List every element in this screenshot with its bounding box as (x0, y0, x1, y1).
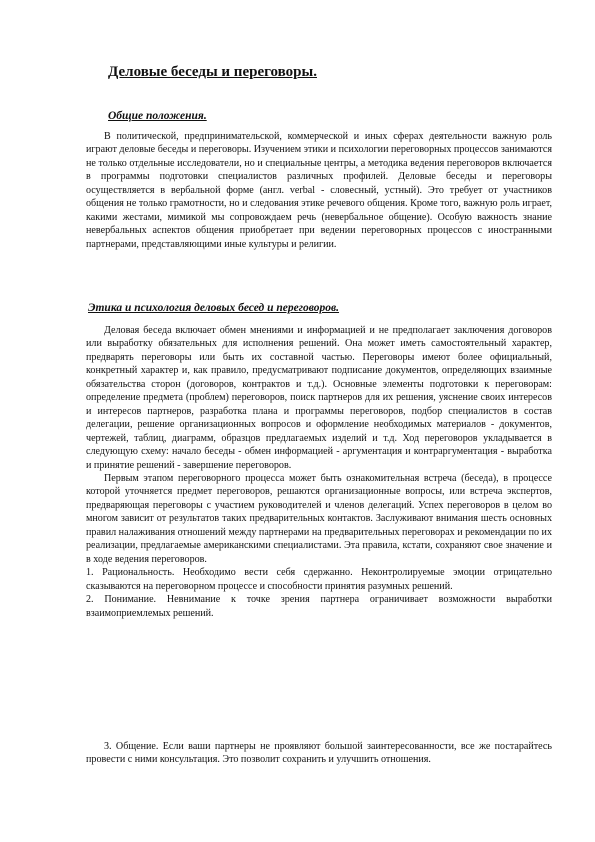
section-heading-general: Общие положения. (108, 110, 207, 122)
page-title: Деловые беседы и переговоры. (108, 64, 317, 80)
list-item: 2. Понимание. Невнимание к точке зрения партнера ограничивает возможности выработки взаимоприемлемых решений. (86, 594, 552, 619)
section-heading-ethics: Этика и психология деловых бесед и переговоров. (88, 302, 340, 314)
list-item: 1. Рациональность. Необходимо вести себя сдержанно. Неконтролируемые эмоции отрицательно сказываются на переговорном процессе и способности принятия разумных решений. (86, 567, 552, 592)
list-item: 3. Общение. Если ваши партнеры не проявляют большой заинтересованности, все же постарайтесь провести с ними консультация. Это позволит сохранить и улучшить отношения. (86, 741, 552, 766)
paragraph: В политической, предпринимательской, коммерческой и иных сферах деятельности важную роль играют деловые беседы и переговоры. Изучением этики и психологии переговорных процессов занимаются не только отдельные исследователи, но и специальные центры, а методика ведения переговоров включается в программы подготовки специалистов различных профилей. Деловые беседы и переговоры осуществляется в вербальной форме (англ. verbal - словесный, устный). Это требует от участников общения не только грамотности, но и следования этике речевого общения. Кроме того, важную роль играет, какими жестами, мимикой мы сопровождаем речь (невербальное общение). Особую важность знание невербальных аспектов общения приобретает при ведении переговорных процессов с иностранными партнерами, представляющими иные культуры и религии. (86, 131, 552, 250)
section-ethics-body (86, 324, 552, 620)
paragraph: Деловая беседа включает обмен мнениями и информацией и не предполагает заключения договоров или выработку обязательных для исполнения решений. Она может иметь самостоятельный характер, предварять переговоры или быть их составной частью. Переговоры имеют более официальный, конкретный характер и, как правило, предусматривают подписание документов, определяющих взаимные обязательства сторон (договоров, контрактов и т.д.). Основные элементы подготовки к переговорам: определение предмета (проблем) переговоров, поиск партнеров для их решения, уяснение своих интересов и интересов партнеров, разработка плана и программы переговоров, подбор специалистов в состав делегации, решение организационных вопросов и оформление необходимых материалов - документов, чертежей, таблиц, диаграмм, образцов предлагаемых изделий и т.д. Ход переговоров укладывается в следующую схему: начало беседы - обмен информацией - аргументация и контраргументация - выработка и принятие решений - завершение переговоров. (86, 325, 552, 471)
section-general-body (86, 130, 552, 251)
section-continuation (86, 740, 552, 767)
paragraph: Первым этапом переговорного процесса может быть ознакомительная встреча (беседа), в процессе которой уточняется предмет переговоров, решаются организационные вопросы, или встреча экспертов, предваряющая переговоры с участием руководителей и членов делегаций. Успех переговоров в целом во многом зависит от результатов таких предварительных контактов. Заслуживают внимания шесть основных правил налаживания отношений между партнерами на предварительных переговорах и рекомендации по их реализации, предлагаемые американскими специалистами. Эта правила, кстати, сохраняют свое значение и в ходе ведения переговоров. (86, 472, 552, 565)
